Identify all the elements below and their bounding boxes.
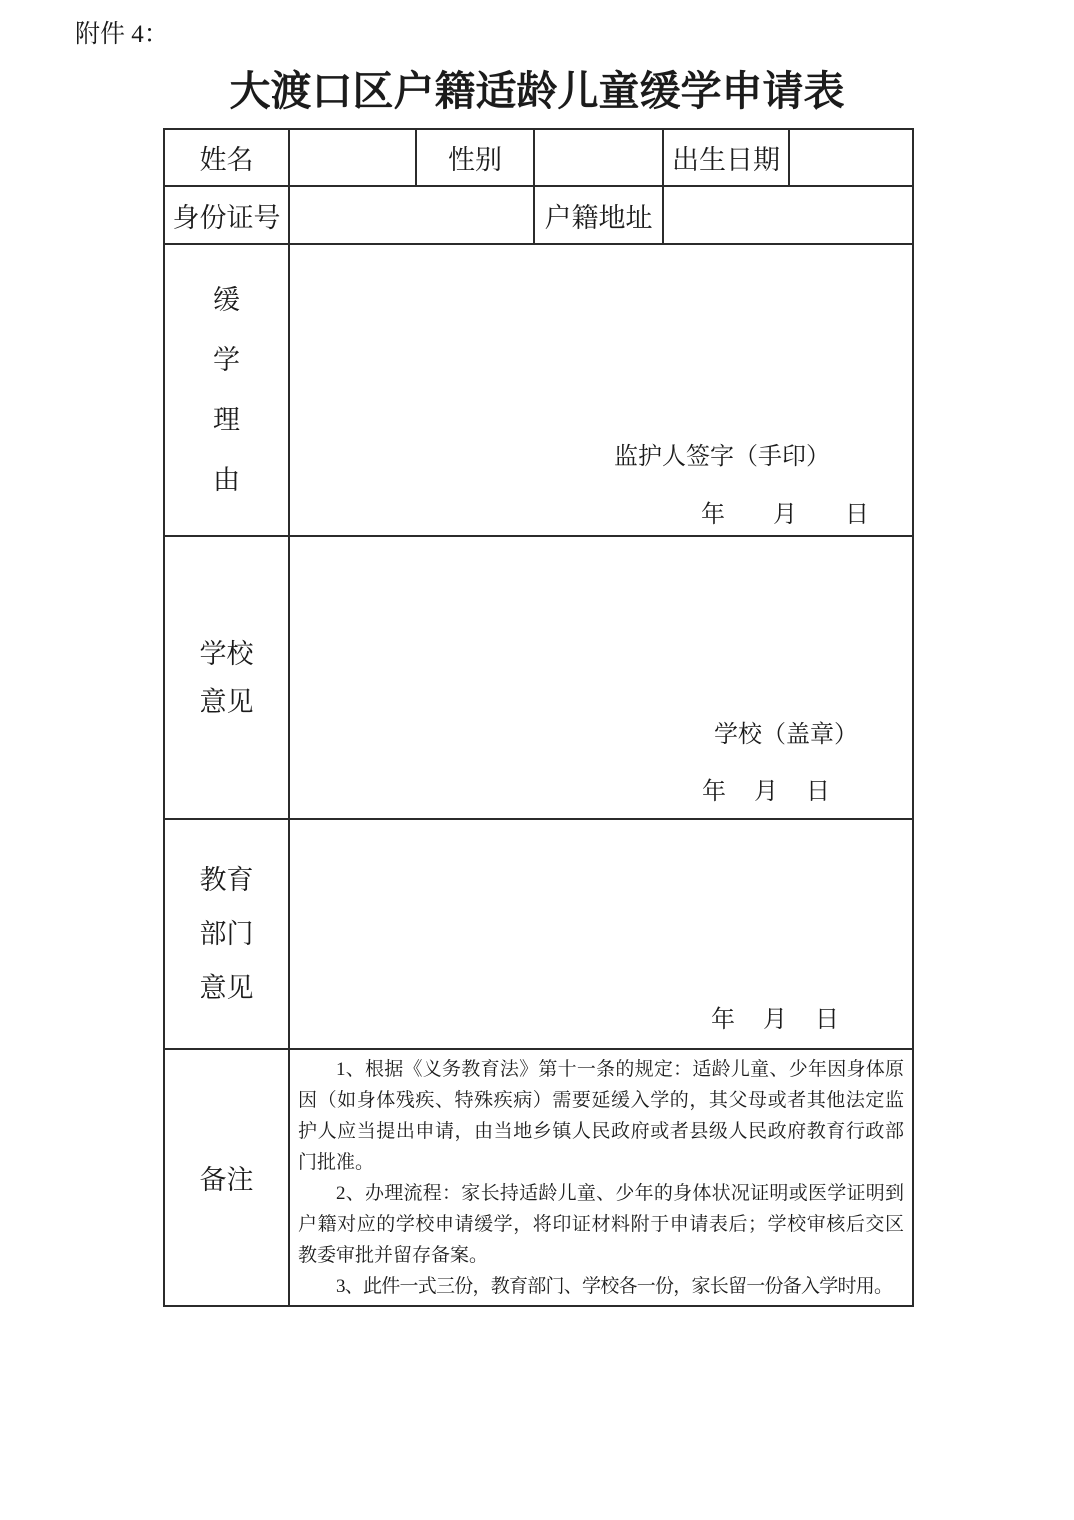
basic-info-row-2 <box>164 186 913 244</box>
address-label-cell: 户籍地址 <box>534 186 663 244</box>
deferral-reason-label-char: 由 <box>213 465 240 495</box>
remarks-note-2: 2、办理流程：家长持适龄儿童、少年的身体状况证明或医学证明到户籍对应的学校申请缓学，将印证材料附于申请表后；学校审核后交区教委审批并留存备案。 <box>298 1182 904 1266</box>
deferral-reason-label-cell <box>164 244 289 536</box>
education-dept-date-line: 年 月 日 <box>711 1007 841 1033</box>
deferral-reason-label-char: 缓 <box>213 285 240 315</box>
education-dept-label-cell <box>164 819 289 1049</box>
school-seal-label: 学校（盖章） <box>714 722 858 748</box>
education-dept-label-line: 意见 <box>199 973 254 1003</box>
gender-value-cell[interactable] <box>534 129 663 186</box>
remarks-note-3: 3、此件一式三份，教育部门、学校各一份，家长留一份备入学时用。 <box>336 1275 893 1297</box>
basic-info-row-1 <box>164 129 913 186</box>
address-value-cell[interactable] <box>663 186 913 244</box>
birth-date-value-cell[interactable] <box>789 129 913 186</box>
deferral-reason-row <box>164 244 913 536</box>
school-opinion-label-line: 学校 <box>199 638 254 669</box>
remarks-row <box>164 1049 913 1306</box>
id-number-label-cell: 身份证号 <box>164 186 289 244</box>
birth-date-label-cell: 出生日期 <box>663 129 789 186</box>
school-date-line: 年 月 日 <box>702 779 832 805</box>
school-opinion-label-cell <box>164 536 289 819</box>
form-title: 大渡口区户籍适龄儿童缓学申请表 <box>229 68 845 114</box>
school-opinion-label-line: 意见 <box>199 686 254 717</box>
deferral-reason-content-cell[interactable] <box>289 244 913 536</box>
remarks-label-cell: 备注 <box>164 1049 289 1306</box>
gender-label-cell: 性别 <box>416 129 534 186</box>
school-opinion-content-cell[interactable] <box>289 536 913 819</box>
application-form-table <box>163 128 914 1307</box>
attachment-label: 附件 4： <box>75 21 169 48</box>
education-dept-label-line: 教育 <box>199 865 254 895</box>
id-number-value-cell[interactable] <box>289 186 534 244</box>
guardian-signature-label: 监护人签字（手印） <box>614 444 830 470</box>
education-dept-opinion-row <box>164 819 913 1049</box>
remarks-content-cell <box>289 1049 913 1306</box>
name-label-cell: 姓名 <box>164 129 289 186</box>
deferral-reason-label-char: 学 <box>213 345 240 375</box>
education-dept-label-line: 部门 <box>199 919 254 949</box>
school-opinion-row <box>164 536 913 819</box>
guardian-date-line: 年 月 日 <box>701 502 869 528</box>
deferral-reason-label-char: 理 <box>213 405 240 435</box>
name-value-cell[interactable] <box>289 129 416 186</box>
remarks-note-1: 1、根据《义务教育法》第十一条的规定：适龄儿童、少年因身体原因（如身体残疾、特殊疾病）需要延缓入学的，其父母或者其他法定监护人应当提出申请，由当地乡镇人民政府或者县级人民政府教育行政部门批准。 <box>298 1058 904 1173</box>
education-dept-content-cell[interactable] <box>289 819 913 1049</box>
